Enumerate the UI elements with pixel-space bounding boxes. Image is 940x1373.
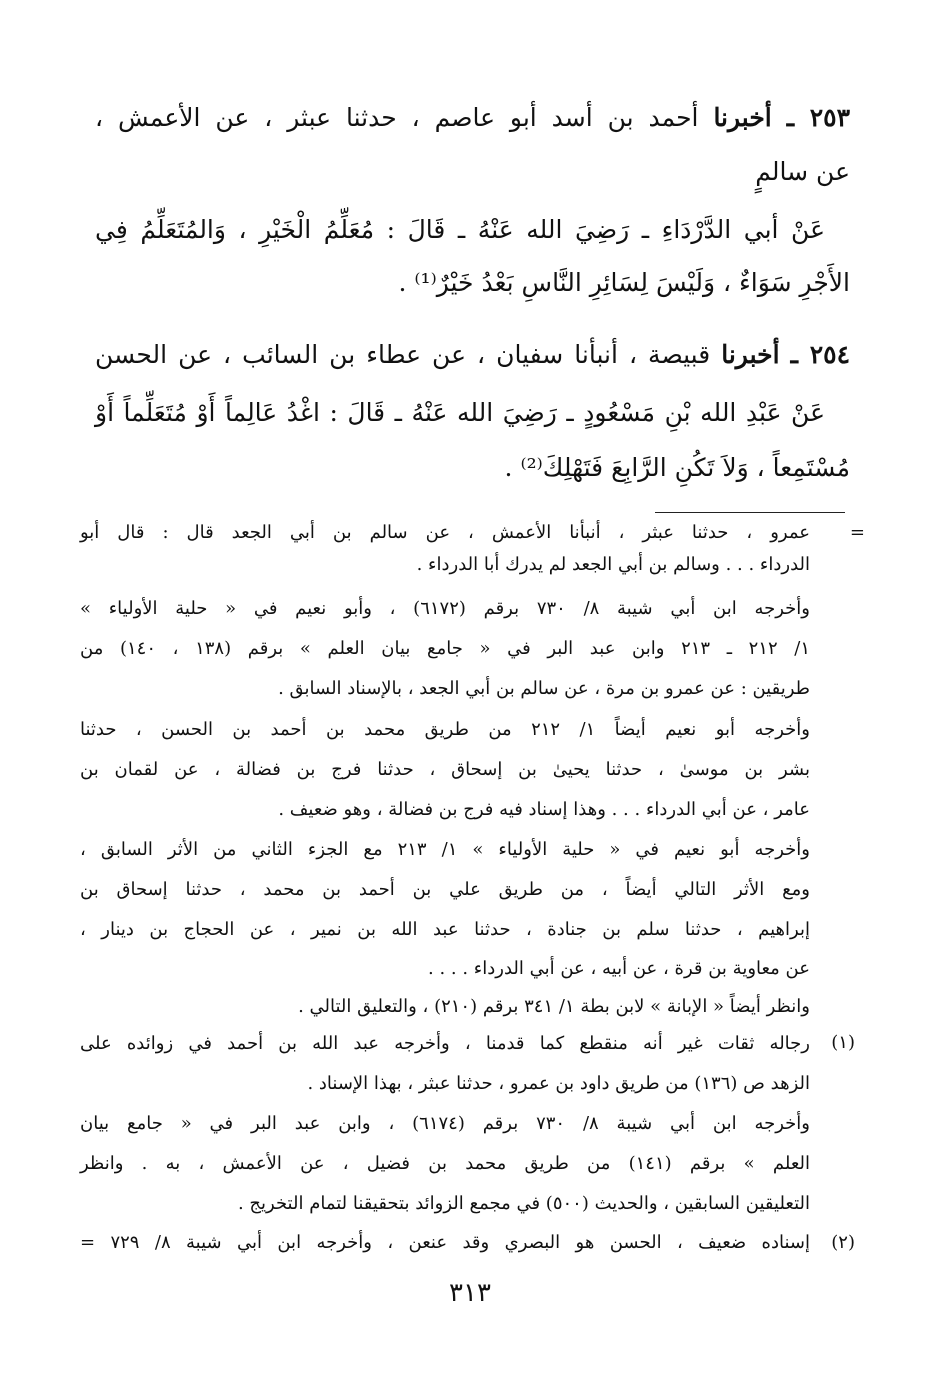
footnote-line: وأخرجه أبو نعيم في « حلية الأولياء » ١/ ٢١٣ مع الجزء الثاني من الأثر السابق ، xyxy=(80,839,810,860)
footnote-line: ومع الأثر التالي أيضاً ، من طريق علي بن أحمد بن محمد ، حدثنا إسحاق بن xyxy=(80,879,810,900)
hadith-253-isnad-line xyxy=(95,100,850,136)
footnote-1-marker: (١) xyxy=(831,1032,855,1053)
footnote-1-line: وأخرجه ابن أبي شيبة ٨/ ٧٣٠ برقم (٦١٧٤) ، وابن عبد البر في « جامع بيان xyxy=(80,1113,810,1134)
footnote-line: عمرو ، حدثنا عبثر ، أنبأنا الأعمش ، عن سالم بن أبي الجعد قال : قال أبو xyxy=(80,522,810,543)
footnote-line: بشر بن موسىٰ ، حدثنا يحيىٰ بن إسحاق ، حدثنا فرج بن فضالة ، عن لقمان بن xyxy=(80,759,810,780)
footnote-1-line: رجاله ثقات غير أنه منقطع كما قدمنا ، وأخرجه عبد الله بن أحمد في زوائده على xyxy=(80,1033,810,1054)
hadith-253-matn-line-2: الأَجْرِ سَوَاءٌ ، وَلَيْسَ لِسَائِرِ النَّاسِ بَعْدُ خَيْرٌ⁽¹⁾ . xyxy=(398,268,850,297)
footnote-1-line: العلم » برقم (١٤١) من طريق محمد بن فضيل ، عن الأعمش ، به . وانظر xyxy=(80,1153,810,1174)
footnote-1-line: الزهد ص (١٣٦) من طريق داود بن عمرو ، حدثنا عبثر ، بهذا الإسناد . xyxy=(307,1073,810,1094)
hadith-254-matn-line-1: عَنْ عَبْدِ الله بْنِ مَسْعُودٍ ـ رَضِيَ الله عَنْهُ ـ قَالَ : اغْدُ عَالِماً أَوْ مُتَعَلِّماً أَوْ xyxy=(95,398,825,427)
page-number: ٣١٣ xyxy=(449,1278,491,1308)
footnote-line: وانظر أيضاً « الإبانة » لابن بطة ١/ ٣٤١ برقم (٢١٠) ، والتعليق التالي . xyxy=(298,996,810,1017)
isnad-text: أحمد بن أسد أبو عاصم ، حدثنا عبثر ، عن الأعمش ، xyxy=(95,103,699,132)
footnote-1-line: التعليقين السابقين ، والحديث (٥٠٠) في مجمع الزوائد بتحقيقنا لتمام التخريج . xyxy=(237,1193,810,1214)
continuation-marker: = xyxy=(849,522,865,543)
hadith-lead: أخبرنا xyxy=(721,340,780,369)
footnote-line: وأخرجه أبو نعيم أيضاً ١/ ٢١٢ من طريق محمد بن أحمد بن الحسن ، حدثنا xyxy=(80,719,810,740)
footnote-2-marker: (٢) xyxy=(831,1232,855,1253)
hadith-253-matn-line-1: عَنْ أبي الدَّرْدَاءِ ـ رَضِيَ الله عَنْهُ ـ قَالَ : مُعَلِّمُ الْخَيْرِ ، وَالمُتَعَلِّمُ فِي xyxy=(95,215,825,244)
footnote-line: إبراهيم ، حدثنا سلم بن جنادة ، حدثنا عبد الله بن نمير ، عن الحجاج بن دينار ، xyxy=(80,919,810,940)
hadith-254-matn-line-2: مُسْتَمِعاً ، وَلاَ تَكُنِ الرَّابِعَ فَتَهْلِكَ⁽²⁾ . xyxy=(504,453,850,482)
hadith-number: ٢٥٣ ـ xyxy=(786,103,851,132)
footnote-line: ١/ ٢١٢ ـ ٢١٣ وابن عبد البر في « جامع بيان العلم » برقم (١٣٨ ، ١٤٠) من xyxy=(80,638,811,659)
hadith-number: ٢٥٤ ـ xyxy=(790,340,851,369)
isnad-text: قبيصة ، أنبأنا سفيان ، عن عطاء بن السائب ، عن الحسن xyxy=(95,340,711,369)
footnote-line: طريقين : عن عمرو بن مرة ، عن سالم بن أبي الجعد ، بالإسناد السابق . xyxy=(278,678,810,699)
footnote-line: عن معاوية بن قرة ، عن أبيه ، عن أبي الدرداء . . . . xyxy=(428,958,810,979)
footnote-separator xyxy=(655,512,845,513)
footnote-line: عامر ، عن أبي الدرداء . . . وهذا إسناد فيه فرج بن فضالة ، وهو ضعيف . xyxy=(278,799,810,820)
footnote-line: وأخرجه ابن أبي شيبة ٨/ ٧٣٠ برقم (٦١٧٢) ، وأبو نعيم في « حلية الأولياء » xyxy=(80,598,810,619)
hadith-253-isnad-line-2: عن سالمٍ xyxy=(755,157,850,186)
hadith-254-isnad-line xyxy=(95,337,850,373)
footnote-line: الدرداء . . . وسالم بن أبي الجعد لم يدرك أبا الدرداء . xyxy=(416,554,810,575)
footnote-2-line: إسناده ضعيف ، الحسن هو البصري وقد عنعن ، وأخرجه ابن أبي شيبة ٨/ ٧٢٩ = xyxy=(80,1232,810,1253)
hadith-lead: أخبرنا xyxy=(713,103,772,132)
